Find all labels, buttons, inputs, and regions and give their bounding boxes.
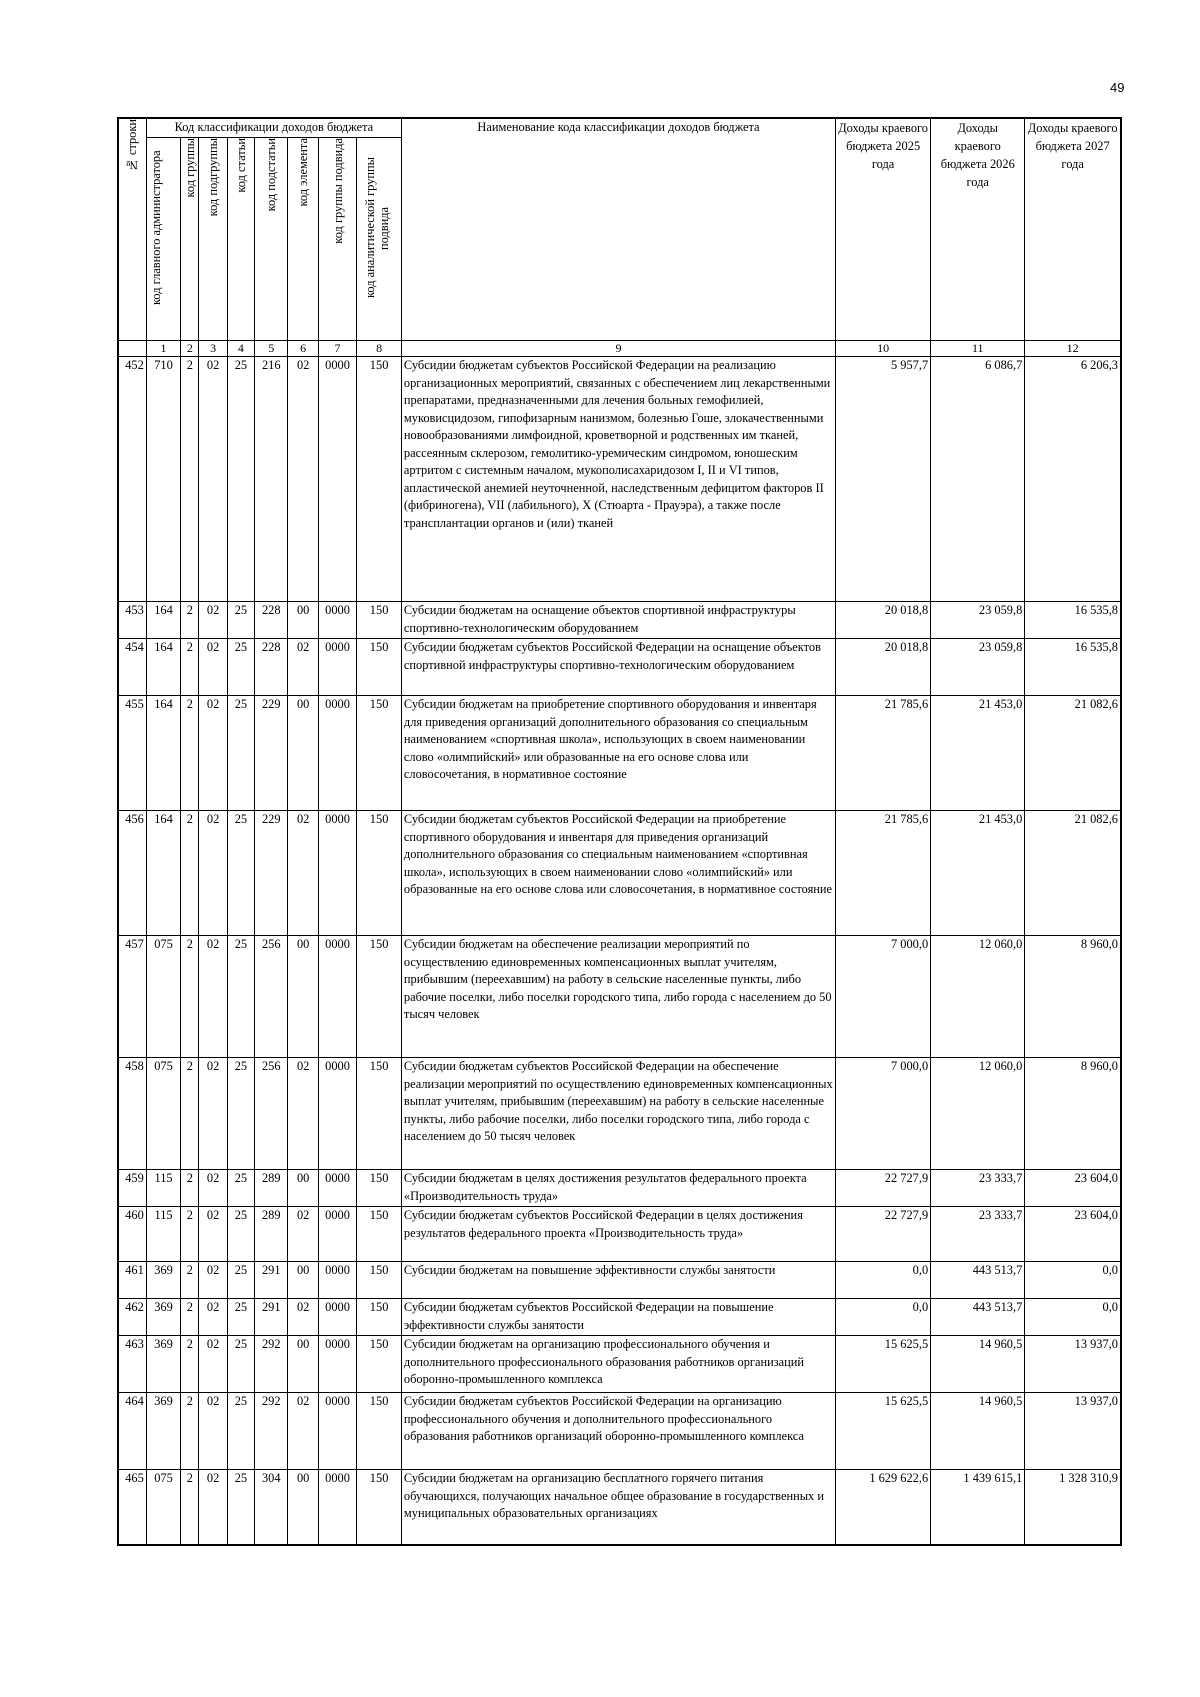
code-analytic-group: 150 xyxy=(357,811,402,936)
column-number: 8 xyxy=(357,341,402,357)
row-number: 455 xyxy=(118,696,146,811)
revenue-2025: 20 018,8 xyxy=(836,639,931,696)
code-admin: 164 xyxy=(146,639,180,696)
code-subtype-group: 0000 xyxy=(318,357,356,602)
code-article: 25 xyxy=(227,811,254,936)
code-group: 2 xyxy=(181,696,199,811)
row-number: 456 xyxy=(118,811,146,936)
code-subgroup: 02 xyxy=(199,811,227,936)
code-element: 02 xyxy=(288,1058,318,1170)
revenue-2025: 0,0 xyxy=(836,1262,931,1299)
code-subtype-group: 0000 xyxy=(318,639,356,696)
code-group: 2 xyxy=(181,1299,199,1336)
revenue-name: Субсидии бюджетам субъектов Российской Федерации на оснащение объектов спортивной инфраструктуры спортивно-технологическим оборудованием xyxy=(401,639,835,696)
table-row xyxy=(118,696,1121,811)
table-row xyxy=(118,1470,1121,1545)
revenue-2026: 14 960,5 xyxy=(931,1336,1025,1393)
budget-revenue-table xyxy=(117,117,1122,1546)
code-subarticle: 256 xyxy=(255,1058,288,1170)
column-number: 12 xyxy=(1025,341,1121,357)
code-article: 25 xyxy=(227,1058,254,1170)
column-number: 10 xyxy=(836,341,931,357)
revenue-2025: 0,0 xyxy=(836,1299,931,1336)
code-group: 2 xyxy=(181,811,199,936)
revenue-name: Субсидии бюджетам субъектов Российской Федерации на повышение эффективности службы занятости xyxy=(401,1299,835,1336)
revenue-2026: 23 059,8 xyxy=(931,639,1025,696)
header-year-2025: Доходы краевого бюджета 2025 года xyxy=(836,118,931,341)
header-code-article: код статьи xyxy=(227,138,254,341)
code-element: 00 xyxy=(288,1262,318,1299)
revenue-2025: 21 785,6 xyxy=(836,811,931,936)
code-subtype-group: 0000 xyxy=(318,1336,356,1393)
revenue-2027: 16 535,8 xyxy=(1025,639,1121,696)
revenue-2025: 15 625,5 xyxy=(836,1393,931,1470)
code-subgroup: 02 xyxy=(199,1207,227,1262)
row-number: 465 xyxy=(118,1470,146,1545)
code-element: 00 xyxy=(288,1170,318,1207)
revenue-2026: 443 513,7 xyxy=(931,1299,1025,1336)
code-subgroup: 02 xyxy=(199,1470,227,1545)
code-article: 25 xyxy=(227,696,254,811)
code-group: 2 xyxy=(181,1393,199,1470)
code-subgroup: 02 xyxy=(199,696,227,811)
header-code-admin: код главного администратора xyxy=(146,138,180,341)
header-code-subarticle: код подстатьи xyxy=(255,138,288,341)
column-number-row xyxy=(118,341,1121,357)
code-analytic-group: 150 xyxy=(357,602,402,639)
table-row xyxy=(118,602,1121,639)
revenue-2025: 22 727,9 xyxy=(836,1170,931,1207)
code-group: 2 xyxy=(181,602,199,639)
code-analytic-group: 150 xyxy=(357,1207,402,1262)
code-admin: 115 xyxy=(146,1207,180,1262)
revenue-2026: 12 060,0 xyxy=(931,1058,1025,1170)
revenue-2026: 443 513,7 xyxy=(931,1262,1025,1299)
code-admin: 164 xyxy=(146,696,180,811)
revenue-2025: 5 957,7 xyxy=(836,357,931,602)
code-subtype-group: 0000 xyxy=(318,1170,356,1207)
header-code-element: код элемента xyxy=(288,138,318,341)
code-admin: 075 xyxy=(146,936,180,1058)
code-element: 02 xyxy=(288,811,318,936)
column-number: 5 xyxy=(255,341,288,357)
code-subtype-group: 0000 xyxy=(318,1262,356,1299)
row-number: 459 xyxy=(118,1170,146,1207)
code-subgroup: 02 xyxy=(199,1262,227,1299)
code-analytic-group: 150 xyxy=(357,1170,402,1207)
row-number: 462 xyxy=(118,1299,146,1336)
revenue-2027: 8 960,0 xyxy=(1025,936,1121,1058)
revenue-2026: 21 453,0 xyxy=(931,811,1025,936)
revenue-2026: 23 059,8 xyxy=(931,602,1025,639)
code-article: 25 xyxy=(227,1393,254,1470)
code-group: 2 xyxy=(181,1170,199,1207)
code-subtype-group: 0000 xyxy=(318,1470,356,1545)
table-row xyxy=(118,936,1121,1058)
column-number: 2 xyxy=(181,341,199,357)
revenue-name: Субсидии бюджетам субъектов Российской Федерации на реализацию организационных мероприятий, связанных с обеспечением лиц лекарственными препаратами, предназначенными для лечения больных гемофилией, муковисцидозом, гипофизарным нанизмом, болезнью Гоше, злокачественными новообразованиями лимфоидной, кроветворной и родственных им тканей, рассеянным склерозом, гемолитико-уремическим синдромом, юношеским артритом с системным началом, мукополисахаридозом I, II и VI типов, апластической анемией неуточненной, наследственным дефицитом факторов II (фибриногена), VII (лабильного), X (Стюарта - Прауэра), а также после трансплантации органов и (или) тканей xyxy=(401,357,835,602)
code-element: 02 xyxy=(288,639,318,696)
code-subtype-group: 0000 xyxy=(318,1207,356,1262)
code-subarticle: 229 xyxy=(255,696,288,811)
row-number: 460 xyxy=(118,1207,146,1262)
code-subarticle: 229 xyxy=(255,811,288,936)
code-admin: 075 xyxy=(146,1058,180,1170)
revenue-name: Субсидии бюджетам субъектов Российской Федерации на организацию профессионального обучения и дополнительного профессионального образования работников организаций оборонно-промышленного комплекса xyxy=(401,1393,835,1470)
column-number: 11 xyxy=(931,341,1025,357)
revenue-2026: 1 439 615,1 xyxy=(931,1470,1025,1545)
code-article: 25 xyxy=(227,1336,254,1393)
table-row xyxy=(118,1170,1121,1207)
code-element: 02 xyxy=(288,1393,318,1470)
code-subarticle: 289 xyxy=(255,1170,288,1207)
revenue-2025: 21 785,6 xyxy=(836,696,931,811)
code-element: 02 xyxy=(288,1207,318,1262)
revenue-2025: 15 625,5 xyxy=(836,1336,931,1393)
code-analytic-group: 150 xyxy=(357,639,402,696)
code-subtype-group: 0000 xyxy=(318,811,356,936)
code-analytic-group: 150 xyxy=(357,1058,402,1170)
revenue-name: Субсидии бюджетам на организацию профессионального обучения и дополнительного профессионального образования работников организаций оборонно-промышленного комплекса xyxy=(401,1336,835,1393)
code-subgroup: 02 xyxy=(199,1336,227,1393)
revenue-2027: 0,0 xyxy=(1025,1262,1121,1299)
code-admin: 369 xyxy=(146,1262,180,1299)
code-analytic-group: 150 xyxy=(357,696,402,811)
code-subarticle: 292 xyxy=(255,1393,288,1470)
code-element: 02 xyxy=(288,357,318,602)
code-subarticle: 304 xyxy=(255,1470,288,1545)
code-admin: 164 xyxy=(146,811,180,936)
column-number: 4 xyxy=(227,341,254,357)
code-element: 00 xyxy=(288,696,318,811)
code-subgroup: 02 xyxy=(199,602,227,639)
revenue-name: Субсидии бюджетам на организацию бесплатного горячего питания обучающихся, получающих начальное общее образование в государственных и муниципальных образовательных организациях xyxy=(401,1470,835,1545)
code-group: 2 xyxy=(181,1262,199,1299)
code-subgroup: 02 xyxy=(199,357,227,602)
code-analytic-group: 150 xyxy=(357,357,402,602)
code-admin: 164 xyxy=(146,602,180,639)
code-article: 25 xyxy=(227,936,254,1058)
column-number: 7 xyxy=(318,341,356,357)
column-number: 3 xyxy=(199,341,227,357)
code-subarticle: 228 xyxy=(255,602,288,639)
header-code-subtype-group: код группы подвида xyxy=(318,138,356,341)
revenue-2027: 6 206,3 xyxy=(1025,357,1121,602)
code-admin: 115 xyxy=(146,1170,180,1207)
table-row xyxy=(118,1207,1121,1262)
code-article: 25 xyxy=(227,1470,254,1545)
code-subarticle: 256 xyxy=(255,936,288,1058)
table-row xyxy=(118,811,1121,936)
code-subarticle: 228 xyxy=(255,639,288,696)
table-row xyxy=(118,639,1121,696)
revenue-2027: 13 937,0 xyxy=(1025,1336,1121,1393)
row-number: 457 xyxy=(118,936,146,1058)
code-element: 00 xyxy=(288,1470,318,1545)
code-group: 2 xyxy=(181,936,199,1058)
code-analytic-group: 150 xyxy=(357,1262,402,1299)
revenue-2027: 23 604,0 xyxy=(1025,1170,1121,1207)
code-article: 25 xyxy=(227,1170,254,1207)
table-row xyxy=(118,1393,1121,1470)
header-row-no: № строки xyxy=(118,118,146,341)
revenue-2026: 23 333,7 xyxy=(931,1207,1025,1262)
revenue-2027: 21 082,6 xyxy=(1025,811,1121,936)
code-subtype-group: 0000 xyxy=(318,1058,356,1170)
code-element: 00 xyxy=(288,1336,318,1393)
revenue-name: Субсидии бюджетам субъектов Российской Федерации на приобретение спортивного оборудования и инвентаря для приведения организаций дополнительного образования со специальным наименованием «спортивная школа», использующих в своем наименовании слово «олимпийский» или образованные на его основе слова или словосочетания, в нормативное состояние xyxy=(401,811,835,936)
code-subarticle: 216 xyxy=(255,357,288,602)
code-admin: 710 xyxy=(146,357,180,602)
code-subgroup: 02 xyxy=(199,1299,227,1336)
code-subtype-group: 0000 xyxy=(318,696,356,811)
header-code-subgroup: код подгруппы xyxy=(199,138,227,341)
column-number: 9 xyxy=(401,341,835,357)
table-row xyxy=(118,1336,1121,1393)
column-number: 6 xyxy=(288,341,318,357)
revenue-2026: 6 086,7 xyxy=(931,357,1025,602)
row-number: 461 xyxy=(118,1262,146,1299)
code-subtype-group: 0000 xyxy=(318,602,356,639)
revenue-name: Субсидии бюджетам субъектов Российской Федерации на обеспечение реализации мероприятий по осуществлению единовременных компенсационных выплат учителям, прибывшим (переехавшим) на работу в сельские населенные пункты, либо рабочие поселки, либо поселки городского типа, либо города с населением до 50 тысяч человек xyxy=(401,1058,835,1170)
code-article: 25 xyxy=(227,639,254,696)
revenue-2026: 21 453,0 xyxy=(931,696,1025,811)
row-number: 464 xyxy=(118,1393,146,1470)
code-subtype-group: 0000 xyxy=(318,1393,356,1470)
code-subtype-group: 0000 xyxy=(318,1299,356,1336)
header-classification-group: Код классификации доходов бюджета xyxy=(146,118,401,138)
code-admin: 369 xyxy=(146,1336,180,1393)
revenue-2025: 20 018,8 xyxy=(836,602,931,639)
code-group: 2 xyxy=(181,1470,199,1545)
revenue-name: Субсидии бюджетам на оснащение объектов спортивной инфраструктуры спортивно-технологическим оборудованием xyxy=(401,602,835,639)
revenue-2027: 1 328 310,9 xyxy=(1025,1470,1121,1545)
revenue-name: Субсидии бюджетам субъектов Российской Федерации в целях достижения результатов федерального проекта «Производительность труда» xyxy=(401,1207,835,1262)
row-number: 458 xyxy=(118,1058,146,1170)
code-subgroup: 02 xyxy=(199,639,227,696)
column-number xyxy=(118,341,146,357)
header-code-group: код группы xyxy=(181,138,199,341)
code-analytic-group: 150 xyxy=(357,936,402,1058)
code-group: 2 xyxy=(181,1207,199,1262)
revenue-2026: 12 060,0 xyxy=(931,936,1025,1058)
code-analytic-group: 150 xyxy=(357,1299,402,1336)
revenue-2027: 23 604,0 xyxy=(1025,1207,1121,1262)
code-subarticle: 291 xyxy=(255,1262,288,1299)
revenue-2025: 1 629 622,6 xyxy=(836,1470,931,1545)
row-number: 454 xyxy=(118,639,146,696)
code-subgroup: 02 xyxy=(199,1170,227,1207)
code-admin: 369 xyxy=(146,1299,180,1336)
code-subgroup: 02 xyxy=(199,1058,227,1170)
code-element: 02 xyxy=(288,1299,318,1336)
code-subgroup: 02 xyxy=(199,936,227,1058)
row-number: 463 xyxy=(118,1336,146,1393)
revenue-2027: 0,0 xyxy=(1025,1299,1121,1336)
revenue-2026: 23 333,7 xyxy=(931,1170,1025,1207)
code-subarticle: 292 xyxy=(255,1336,288,1393)
code-subarticle: 289 xyxy=(255,1207,288,1262)
revenue-2027: 21 082,6 xyxy=(1025,696,1121,811)
code-article: 25 xyxy=(227,357,254,602)
table-body xyxy=(118,357,1121,1545)
code-element: 00 xyxy=(288,602,318,639)
code-group: 2 xyxy=(181,357,199,602)
row-number: 452 xyxy=(118,357,146,602)
revenue-2025: 7 000,0 xyxy=(836,1058,931,1170)
revenue-name: Субсидии бюджетам на повышение эффективности службы занятости xyxy=(401,1262,835,1299)
column-number: 1 xyxy=(146,341,180,357)
code-analytic-group: 150 xyxy=(357,1393,402,1470)
code-admin: 075 xyxy=(146,1470,180,1545)
revenue-2026: 14 960,5 xyxy=(931,1393,1025,1470)
table-row xyxy=(118,357,1121,602)
revenue-2025: 7 000,0 xyxy=(836,936,931,1058)
code-subarticle: 291 xyxy=(255,1299,288,1336)
header-year-2027: Доходы краевого бюджета 2027 года xyxy=(1025,118,1121,341)
table-row xyxy=(118,1262,1121,1299)
revenue-name: Субсидии бюджетам в целях достижения результатов федерального проекта «Производительность труда» xyxy=(401,1170,835,1207)
code-group: 2 xyxy=(181,639,199,696)
revenue-name: Субсидии бюджетам на обеспечение реализации мероприятий по осуществлению единовременных компенсационных выплат учителям, прибывшим (переехавшим) на работу в сельские населенные пункты, либо рабочие поселки, либо поселки городского типа, либо города с населением до 50 тысяч человек xyxy=(401,936,835,1058)
table-row xyxy=(118,1299,1121,1336)
code-analytic-group: 150 xyxy=(357,1470,402,1545)
code-admin: 369 xyxy=(146,1393,180,1470)
page-number: 49 xyxy=(1110,80,1125,95)
code-element: 00 xyxy=(288,936,318,1058)
code-subgroup: 02 xyxy=(199,1393,227,1470)
revenue-2025: 22 727,9 xyxy=(836,1207,931,1262)
revenue-name: Субсидии бюджетам на приобретение спортивного оборудования и инвентаря для приведения организаций дополнительного образования со специальным наименованием «спортивная школа», использующих в своем наименовании слово «олимпийский» или образованные на его основе слова или словосочетания, в нормативное состояние xyxy=(401,696,835,811)
header-code-analytic-group: код аналитической группы подвида xyxy=(357,138,402,341)
revenue-2027: 8 960,0 xyxy=(1025,1058,1121,1170)
table-row xyxy=(118,1058,1121,1170)
revenue-2027: 13 937,0 xyxy=(1025,1393,1121,1470)
header-name: Наименование кода классификации доходов бюджета xyxy=(401,118,835,341)
code-article: 25 xyxy=(227,602,254,639)
code-analytic-group: 150 xyxy=(357,1336,402,1393)
code-group: 2 xyxy=(181,1058,199,1170)
code-group: 2 xyxy=(181,1336,199,1393)
code-subtype-group: 0000 xyxy=(318,936,356,1058)
row-number: 453 xyxy=(118,602,146,639)
code-article: 25 xyxy=(227,1262,254,1299)
code-article: 25 xyxy=(227,1207,254,1262)
revenue-2027: 16 535,8 xyxy=(1025,602,1121,639)
code-article: 25 xyxy=(227,1299,254,1336)
header-year-2026: Доходы краевого бюджета 2026 года xyxy=(931,118,1025,341)
